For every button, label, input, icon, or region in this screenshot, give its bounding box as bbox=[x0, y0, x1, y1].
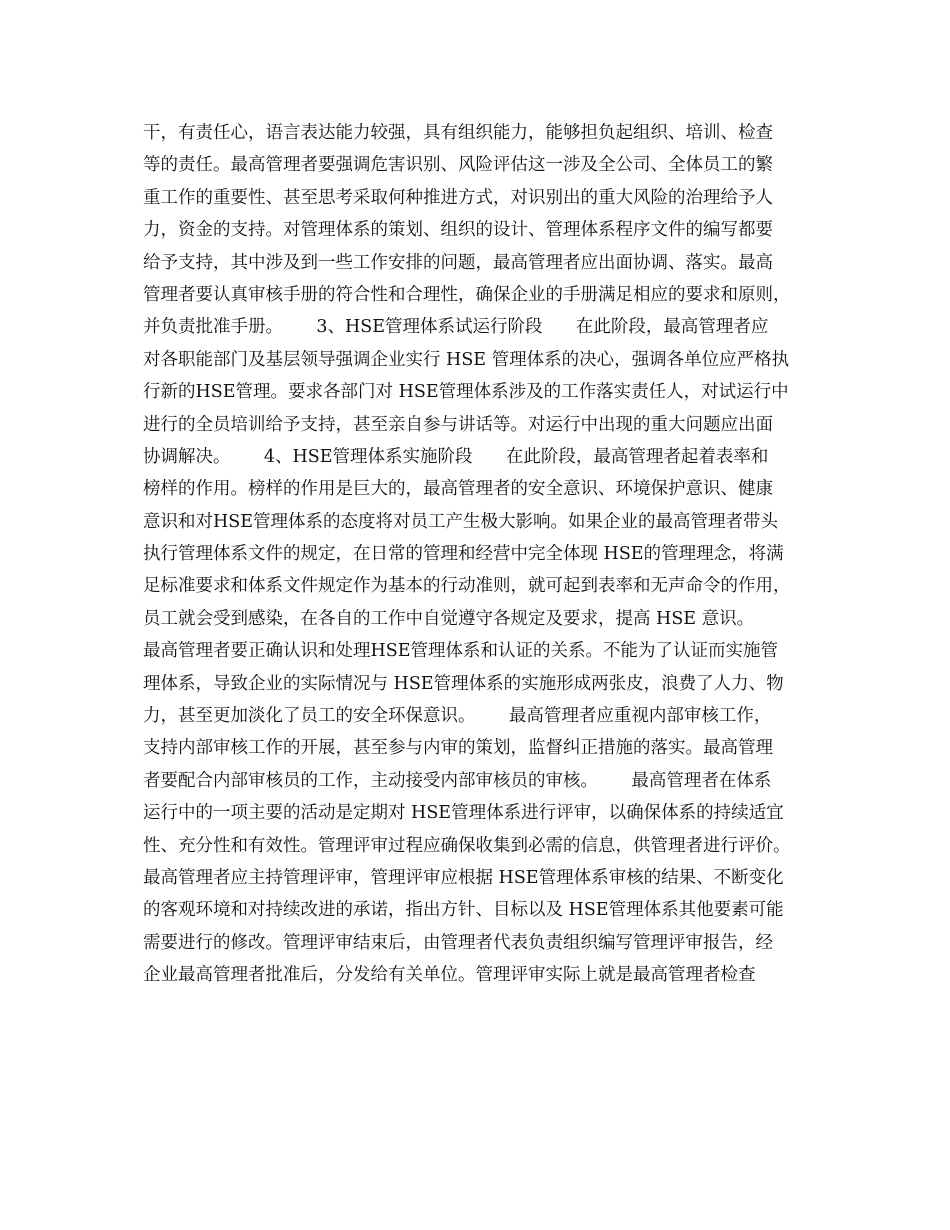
text-line: 给予支持，其中涉及到一些工作安排的问题，最高管理者应出面协调、落实。最高 bbox=[143, 252, 773, 273]
text-line: 员工就会受到感染，在各自的工作中自觉遵守各规定及要求，提高 HSE 意识。 bbox=[143, 608, 755, 629]
text-line: 最高管理者要正确认识和处理HSE管理体系和认证的关系。不能为了认证而实施管 bbox=[143, 641, 779, 662]
text-line: 者要配合内部审核员的工作，主动接受内部审核员的审核。 最高管理者在体系 bbox=[143, 770, 772, 791]
text-line: 管理者要认真审核手册的符合性和合理性，确保企业的手册满足相应的要求和原则， bbox=[143, 284, 791, 305]
text-line: 企业最高管理者批准后，分发给有关单位。管理评审实际上就是最高管理者检查 bbox=[143, 965, 756, 986]
text-line: 理体系，导致企业的实际情况与 HSE管理体系的实施形成两张皮，浪费了人力、物 bbox=[143, 673, 784, 694]
text-line: 意识和对HSE管理体系的态度将对员工产生极大影响。如果企业的最高管理者带头 bbox=[143, 511, 779, 532]
text-line: 运行中的一项主要的活动是定期对 HSE管理体系进行评审，以确保体系的持续适宜 bbox=[143, 803, 784, 824]
text-line: 行新的HSE管理。要求各部门对 HSE管理体系涉及的工作落实责任人，对试运行中 bbox=[143, 382, 789, 403]
text-line: 对各职能部门及基层领导强调企业实行 HSE 管理体系的决心，强调各单位应严格执 bbox=[143, 349, 790, 370]
text-line: 的客观环境和对持续改进的承诺，指出方针、目标以及 HSE管理体系其他要素可能 bbox=[143, 900, 784, 921]
text-line: 重工作的重要性、甚至思考采取何种推进方式，对识别出的重大风险的治理给予人 bbox=[143, 187, 773, 208]
text-line: 力，甚至更加淡化了员工的安全环保意识。 最高管理者应重视内部审核工作， bbox=[143, 706, 772, 727]
text-line: 性、充分性和有效性。管理评审过程应确保收集到必需的信息，供管理者进行评价。 bbox=[143, 835, 791, 856]
text-line: 干，有责任心，语言表达能力较强，具有组织能力，能够担负起组织、培训、检查 bbox=[143, 123, 773, 143]
body-text bbox=[143, 117, 833, 992]
text-line: 进行的全员培训给予支持，甚至亲自参与讲话等。对运行中出现的重大问题应出面 bbox=[143, 414, 773, 435]
text-line: 执行管理体系文件的规定，在日常的管理和经营中完全体现 HSE的管理理念，将满 bbox=[143, 544, 784, 565]
text-line: 最高管理者应主持管理评审，管理评审应根据 HSE管理体系审核的结果、不断变化 bbox=[143, 867, 784, 888]
text-line: 等的责任。最高管理者要强调危害识别、风险评估这一涉及全公司、全体员工的繁 bbox=[143, 155, 773, 176]
text-line: 足标准要求和体系文件规定作为基本的行动准则，就可起到表率和无声命令的作用， bbox=[143, 576, 791, 597]
text-line: 协调解决。 4、HSE管理体系实施阶段 在此阶段，最高管理者起着表率和 bbox=[143, 446, 769, 467]
text-line: 需要进行的修改。管理评审结束后，由管理者代表负责组织编写管理评审报告，经 bbox=[143, 932, 773, 953]
text-line: 支持内部审核工作的开展，甚至参与内审的策划，监督纠正措施的落实。最高管理 bbox=[143, 738, 773, 759]
text-line: 力，资金的支持。对管理体系的策划、组织的设计、管理体系程序文件的编写都要 bbox=[143, 220, 773, 241]
text-line: 并负责批准手册。 3、HSE管理体系试运行阶段 在此阶段，最高管理者应 bbox=[143, 317, 769, 338]
text-line: 榜样的作用。榜样的作用是巨大的，最高管理者的安全意识、环境保护意识、健康 bbox=[143, 479, 773, 500]
